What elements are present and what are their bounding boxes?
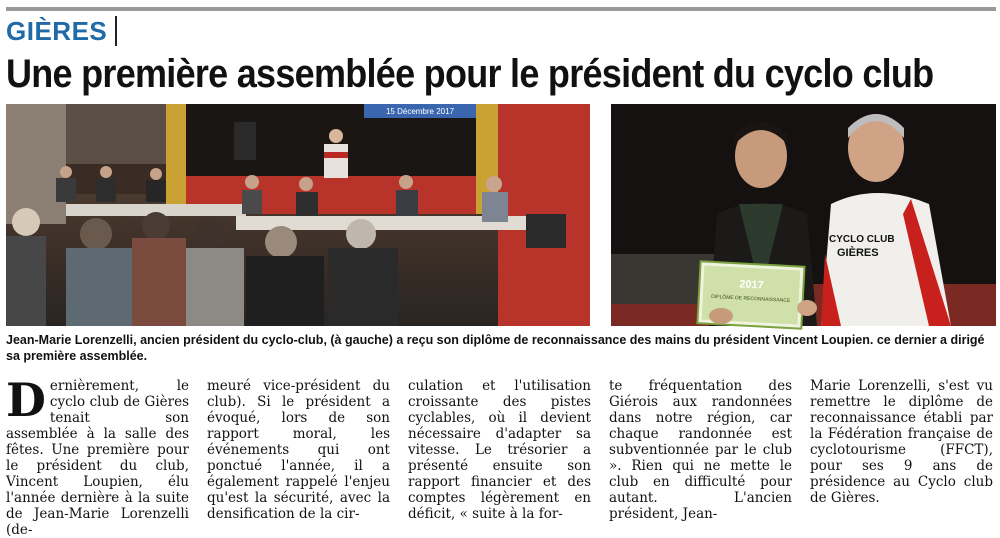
assembly-illustration [6,104,590,326]
jersey-text-1: CYCLO CLUB [829,234,895,245]
article-column-5 [810,378,993,506]
diploma-year: 2017 [738,278,765,292]
column-3-text: culation et l'utilisation croissante des pistes cyclables, où il devient nécessaire d'adapter sa vitesse. Le trésorier a présenté ensuite son rapport financier et des comptes légèrement en déficit, « suite à la for- [408,378,591,522]
article-column-3 [408,378,591,522]
photo-diploma [611,104,996,326]
column-2-text: meuré vice-président du club). Si le président a évoqué, lors de son rapport moral, les événements qui ont ponctué l'année, il a également rappelé l'enjeu qu'est la sécurité, avec la densification de la cir- [207,378,390,522]
article-column-4 [609,378,792,522]
headline: Une première assemblée pour le président du cyclo club [6,52,934,96]
diploma-title: DIPLÔME DE RECONNAISSANCE [711,293,791,305]
section-label [6,15,117,47]
drop-cap: D [6,373,46,427]
photo-caption: Jean-Marie Lorenzelli, ancien président du cyclo-club, (à gauche) a reçu son diplôme de reconnaissance des mains du président Vincent Loupien. ce dernier a dirigé sa première assemblée. [6,333,985,363]
section-title: GIÈRES [6,15,108,46]
jersey-text-2: GIÈRES [837,247,879,259]
section-divider [115,16,117,46]
date-banner-text: 15 Décembre 2017 [385,107,455,116]
article-column-1 [6,373,189,538]
column-4-text: te fréquentation des Giérois aux randonnées dans notre région, car chaque randonnée est subventionnée par le club ». Rien qui ne mette le club en difficulté pour autant. L'ancien président, Jean- [609,378,792,522]
article-column-2 [207,378,390,522]
diploma-illustration [611,104,996,326]
top-rule [6,7,996,11]
photo-assembly [6,104,590,326]
column-5-text: Marie Lorenzelli, s'est vu remettre le diplôme de reconnaissance établi par la Fédération française de cyclotourisme (FFCT), pour ses 9 ans de présidence au Cyclo club de Gières. [810,378,993,506]
column-1-text: ernièrement, le cyclo club de Gières tenait son assemblée à la salle des fêtes. Une première pour le président du club, Vincent Loupien, élu l'année dernière à la suite de Jean-Marie Lorenzelli (de- [6,378,189,538]
